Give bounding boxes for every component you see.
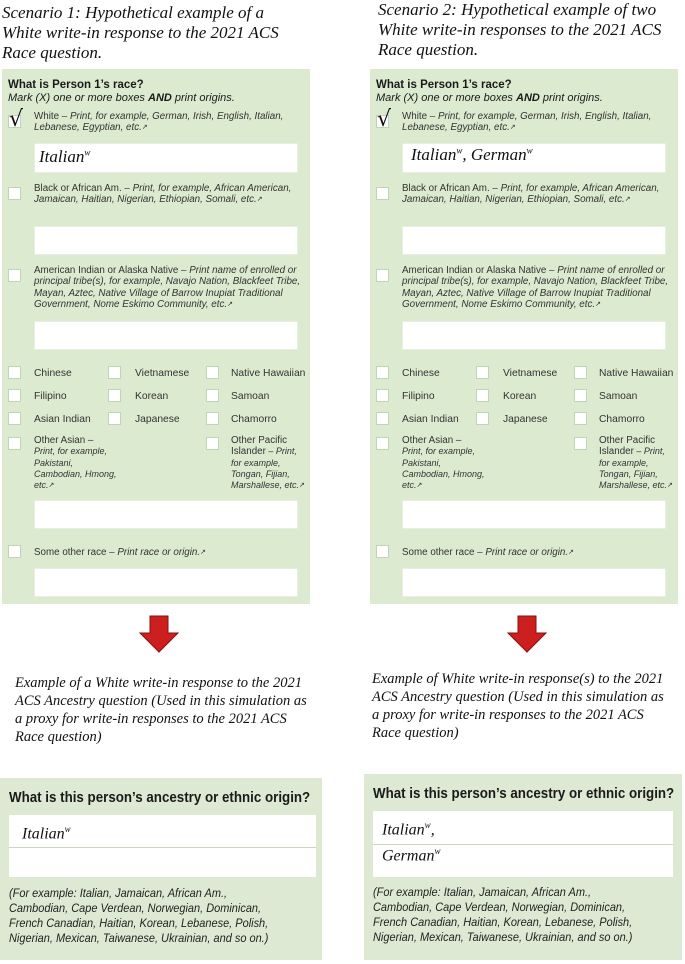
race-question-form-scenario-2 — [370, 69, 678, 604]
black-checkbox[interactable] — [8, 187, 21, 200]
korean-label: Korean — [135, 391, 169, 402]
chamorro-label: Chamorro — [231, 414, 277, 425]
filipino-label: Filipino — [402, 391, 435, 402]
black-option-label: Black or African Am. – Print, for example, African American, Jamaican, Haitian, Nigerian, Ethiopian, Somali, etc. ↗ — [34, 183, 292, 206]
other-asian-label: Other Asian – Print, for example, Pakistani, Cambodian, Hmong, etc. ↗ — [34, 435, 117, 491]
ancestry-writein-line1: Italian$^w$, — [382, 820, 435, 839]
pen-icon: ↗ — [416, 482, 423, 490]
ancestry-examples-line-4: Nigerian, Mexican, Taiwanese, Ukrainian, and so on.) — [9, 931, 269, 945]
pen-icon: ↗ — [509, 124, 516, 132]
chamorro-label: Chamorro — [599, 414, 645, 425]
pen-icon: ↗ — [595, 300, 601, 308]
other-pacific-islander-checkbox[interactable] — [574, 437, 587, 450]
asian-indian-label: Asian Indian — [34, 414, 91, 425]
other-asian-checkbox[interactable] — [376, 437, 389, 450]
chinese-checkbox[interactable] — [376, 366, 389, 379]
ancestry-examples-line-3: French Canadian, Haitian, Korean, Lebanese, Polish, — [373, 915, 633, 929]
black-writein-box[interactable] — [34, 226, 298, 255]
aian-option-label: American Indian or Alaska Native – Print name of enrolled or principal tribe(s), for example, Navajo Nation, Blackfeet Tribe, Mayan, Aztec, Native Village of Barrow Inupiat Traditional Government, Nome Eskimo Community, etc. ↗ — [34, 265, 301, 310]
native-hawaiian-checkbox[interactable] — [206, 366, 219, 379]
asian-indian-label: Asian Indian — [402, 414, 459, 425]
korean-checkbox[interactable] — [108, 389, 121, 402]
ancestry-question-title: What is this person’s ancestry or ethnic origin? — [373, 786, 675, 802]
filipino-label: Filipino — [34, 391, 67, 402]
some-other-race-writein-box[interactable] — [402, 568, 666, 597]
japanese-label: Japanese — [135, 414, 180, 425]
checkmark-icon: √ — [9, 107, 24, 132]
native-hawaiian-checkbox[interactable] — [574, 366, 587, 379]
chamorro-checkbox[interactable] — [574, 412, 587, 425]
other-asian-checkbox[interactable] — [8, 437, 21, 450]
ancestry-box-divider — [373, 844, 673, 845]
scenario-2-title: Scenario 2: Hypothetical example of two White write-in responses to the 2021 ACS Race question. — [378, 0, 662, 59]
pen-icon: ↗ — [227, 300, 233, 308]
ancestry-examples-line-1: (For example: Italian, Jamaican, African Am., — [9, 886, 228, 900]
samoan-checkbox[interactable] — [206, 389, 219, 402]
samoan-checkbox[interactable] — [574, 389, 587, 402]
japanese-label: Japanese — [503, 414, 548, 425]
filipino-checkbox[interactable] — [8, 389, 21, 402]
checkmark-icon: √ — [377, 107, 392, 132]
other-asian-label: Other Asian – Print, for example, Pakistani, Cambodian, Hmong, etc. ↗ — [402, 435, 485, 491]
some-other-race-writein-box[interactable] — [34, 568, 298, 597]
pen-icon: ↗ — [667, 482, 673, 490]
ancestry-question-title: What is this person’s ancestry or ethnic origin? — [9, 790, 311, 806]
scenario-1-title: Scenario 1: Hypothetical example of a White write-in response to the 2021 ACS Race question. — [2, 3, 279, 62]
asian-indian-checkbox[interactable] — [376, 412, 389, 425]
down-arrow-icon — [507, 615, 547, 653]
race-question-instruction: Mark (X) one or more boxes AND print origins. — [8, 92, 235, 104]
white-writein-text: Italian$^w$ — [39, 147, 91, 166]
white-writein-box[interactable] — [34, 143, 298, 173]
aian-writein-box[interactable] — [402, 321, 666, 350]
ancestry-caption-scenario-2: Example of White write-in response(s) to the 2021 ACS Ancestry question (Used in this simulation as a proxy for write-in responses to the 2021 ACS Race question) — [372, 671, 664, 741]
ancestry-question-form-scenario-2 — [364, 774, 682, 960]
vietnamese-checkbox[interactable] — [108, 366, 121, 379]
white-option-label: White – Print, for example, German, Irish, English, Italian, Lebanese, Egyptian, etc. ↗ — [402, 111, 652, 134]
ancestry-examples-line-1: (For example: Italian, Jamaican, African Am., — [373, 885, 592, 899]
some-other-race-checkbox[interactable] — [376, 545, 389, 558]
pen-icon: ↗ — [624, 196, 631, 204]
chinese-checkbox[interactable] — [8, 366, 21, 379]
asian-pi-writein-box[interactable] — [402, 500, 666, 529]
other-pacific-islander-label: Other Pacific Islander – Print, for example, Tongan, Fijian, Marshallese, etc. ↗ — [599, 435, 673, 491]
native-hawaiian-label: Native Hawaiian — [231, 368, 306, 379]
race-question-title: What is Person 1’s race? — [8, 79, 144, 91]
some-other-race-label: Some other race – Print race or origin. ↗ — [34, 547, 206, 558]
chinese-label: Chinese — [34, 368, 72, 379]
asian-indian-checkbox[interactable] — [8, 412, 21, 425]
pen-icon: ↗ — [48, 482, 55, 490]
korean-label: Korean — [503, 391, 537, 402]
ancestry-examples-line-2: Cambodian, Cape Verdean, Norwegian, Dominican, — [9, 901, 262, 915]
korean-checkbox[interactable] — [476, 389, 489, 402]
white-writein-text: Italian$^w$, German$^w$ — [411, 145, 533, 164]
ancestry-examples-line-3: French Canadian, Haitian, Korean, Lebanese, Polish, — [9, 916, 269, 930]
japanese-checkbox[interactable] — [476, 412, 489, 425]
ancestry-writein-line2: German$^w$ — [382, 846, 441, 865]
pen-icon: ↗ — [256, 196, 263, 204]
samoan-label: Samoan — [599, 391, 638, 402]
black-option-label: Black or African Am. – Print, for example, African American, Jamaican, Haitian, Nigerian, Ethiopian, Somali, etc. ↗ — [402, 183, 660, 206]
white-writein-box[interactable] — [402, 143, 666, 173]
japanese-checkbox[interactable] — [108, 412, 121, 425]
black-checkbox[interactable] — [376, 187, 389, 200]
race-question-title: What is Person 1’s race? — [376, 79, 512, 91]
vietnamese-label: Vietnamese — [135, 368, 190, 379]
pen-icon: ↗ — [299, 482, 305, 490]
pen-icon: ↗ — [141, 124, 148, 132]
ancestry-caption-scenario-1: Example of a White write-in response to the 2021 ACS Ancestry question (Used in this simulation as a proxy for write-in responses to the 2021 ACS Race question) — [15, 675, 307, 745]
black-writein-box[interactable] — [402, 226, 666, 255]
native-hawaiian-label: Native Hawaiian — [599, 368, 674, 379]
down-arrow-icon — [139, 615, 179, 653]
some-other-race-label: Some other race – Print race or origin. ↗ — [402, 547, 574, 558]
other-pacific-islander-checkbox[interactable] — [206, 437, 219, 450]
ancestry-writein-line1: Italian$^w$ — [22, 824, 71, 843]
vietnamese-checkbox[interactable] — [476, 366, 489, 379]
race-question-form-scenario-1 — [2, 69, 310, 604]
aian-checkbox[interactable] — [8, 269, 21, 282]
aian-writein-box[interactable] — [34, 321, 298, 350]
samoan-label: Samoan — [231, 391, 270, 402]
aian-checkbox[interactable] — [376, 269, 389, 282]
other-pacific-islander-label: Other Pacific Islander – Print, for example, Tongan, Fijian, Marshallese, etc. ↗ — [231, 435, 305, 491]
ancestry-examples-line-2: Cambodian, Cape Verdean, Norwegian, Dominican, — [373, 900, 626, 914]
chinese-label: Chinese — [402, 368, 440, 379]
filipino-checkbox[interactable] — [376, 389, 389, 402]
white-option-label: White – Print, for example, German, Irish, English, Italian, Lebanese, Egyptian, etc. ↗ — [34, 111, 284, 134]
pen-icon: ↗ — [200, 549, 206, 556]
aian-option-label: American Indian or Alaska Native – Print name of enrolled or principal tribe(s), for example, Navajo Nation, Blackfeet Tribe, Mayan, Aztec, Native Village of Barrow Inupiat Traditional Government, Nome Eskimo Community, etc. ↗ — [402, 265, 669, 310]
ancestry-examples-line-4: Nigerian, Mexican, Taiwanese, Ukrainian, and so on.) — [373, 930, 633, 944]
some-other-race-checkbox[interactable] — [8, 545, 21, 558]
asian-pi-writein-box[interactable] — [34, 500, 298, 529]
vietnamese-label: Vietnamese — [503, 368, 558, 379]
ancestry-box-divider — [9, 847, 316, 848]
race-question-instruction: Mark (X) one or more boxes AND print origins. — [376, 92, 603, 104]
ancestry-question-form-scenario-1 — [0, 778, 322, 960]
pen-icon: ↗ — [568, 549, 574, 556]
chamorro-checkbox[interactable] — [206, 412, 219, 425]
